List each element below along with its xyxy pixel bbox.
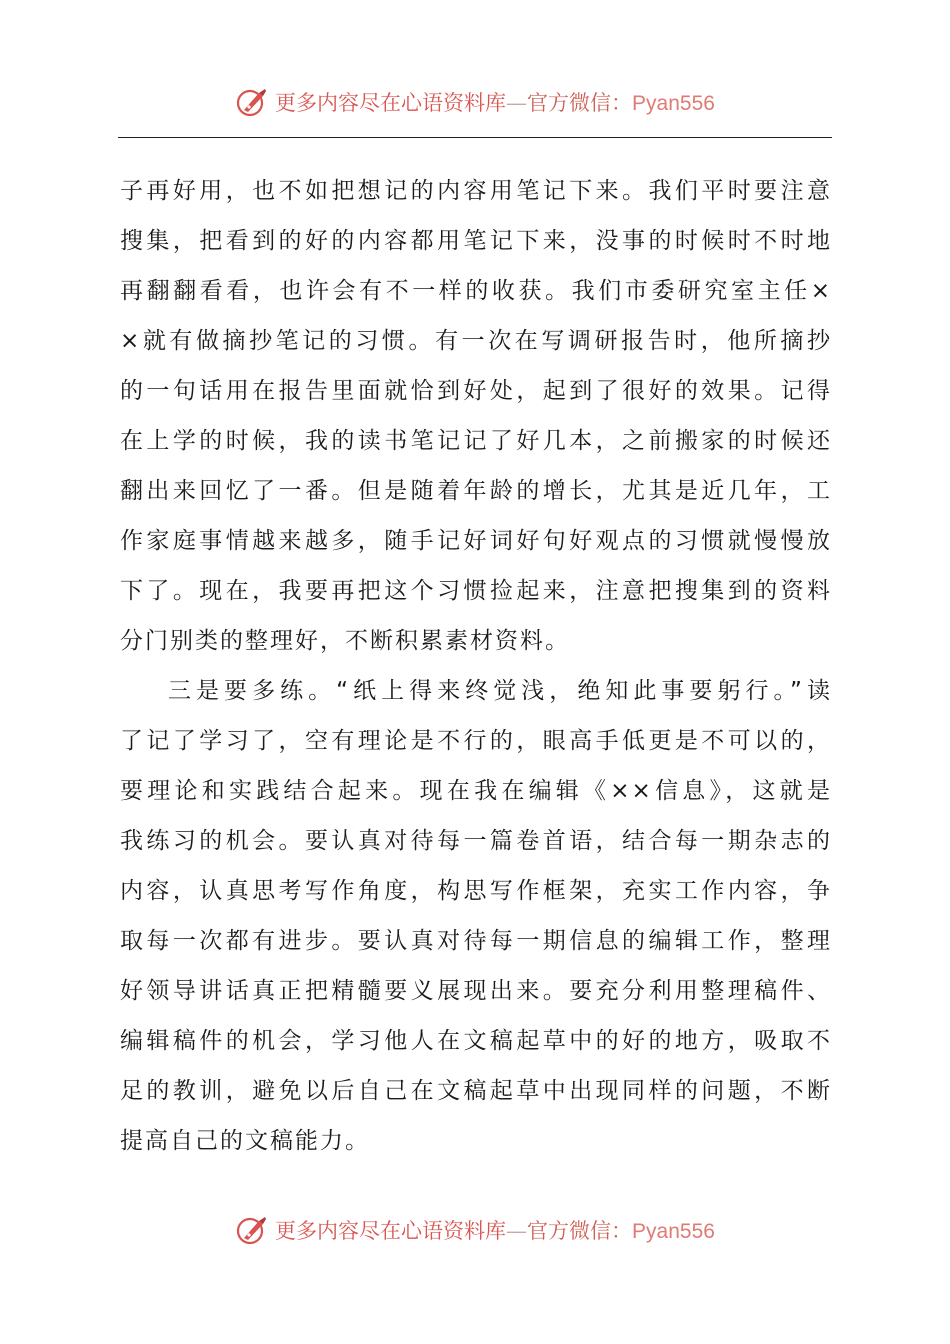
site-name: 更多内容尽在心语资料库 <box>275 1219 507 1243</box>
brand-separator: — <box>506 91 528 115</box>
text-line: 的一句话用在报告里面就恰到好处，起到了很好的效果。记得 <box>120 378 832 404</box>
wechat-id: Pyan556 <box>632 1220 715 1243</box>
page-header <box>0 82 950 122</box>
wechat-label: 官方微信： <box>527 1219 633 1243</box>
text-line: 了记了学习了，空有理论是不行的，眼高手低更是不可以的， <box>120 728 832 754</box>
text-line: 足的教训，避免以后自己在文稿起草中出现同样的问题，不断 <box>120 1078 832 1104</box>
text-line: 内容，认真思考写作角度，构思写作框架，充实工作内容，争 <box>120 878 832 904</box>
document-body <box>120 166 832 1166</box>
page-footer <box>0 1210 950 1250</box>
brand-separator: — <box>506 1219 528 1243</box>
wechat-label: 官方微信： <box>527 91 633 115</box>
text-line: 翻出来回忆了一番。但是随着年龄的增长，尤其是近几年，工 <box>120 478 832 504</box>
text-line: 要理论和实践结合起来。现在我在编辑《××信息》，这就是 <box>120 778 832 804</box>
header-divider <box>118 137 832 138</box>
wechat-id: Pyan556 <box>632 92 715 115</box>
text-line: 取每一次都有进步。要认真对待每一期信息的编辑工作，整理 <box>120 928 832 954</box>
pen-nib-circle-icon <box>235 1213 269 1247</box>
brand-text <box>275 1215 715 1245</box>
text-line: 搜集，把看到的好的内容都用笔记下来，没事的时候时不时地 <box>120 228 832 254</box>
text-line: 分门别类的整理好，不断积累素材资料。 <box>120 628 570 654</box>
text-line: 编辑稿件的机会，学习他人在文稿起草中的好的地方，吸取不 <box>120 1028 832 1054</box>
text-line: 好领导讲话真正把精髓要义展现出来。要充分利用整理稿件、 <box>120 978 832 1004</box>
text-line: 我练习的机会。要认真对待每一篇卷首语，结合每一期杂志的 <box>120 828 832 854</box>
brand-watermark <box>235 85 715 119</box>
text-line: 在上学的时候，我的读书笔记记了好几本，之前搬家的时候还 <box>120 428 832 454</box>
site-name: 更多内容尽在心语资料库 <box>275 91 507 115</box>
brand-watermark <box>235 1213 715 1247</box>
text-line: 再翻翻看看，也许会有不一样的收获。我们市委研究室主任× <box>120 278 832 304</box>
text-line: 作家庭事情越来越多，随手记好词好句好观点的习惯就慢慢放 <box>120 528 832 554</box>
text-line: 提高自己的文稿能力。 <box>120 1128 370 1154</box>
brand-text <box>275 87 715 117</box>
text-line: ×就有做摘抄笔记的习惯。有一次在写调研报告时，他所摘抄 <box>120 328 832 354</box>
text-line: 子再好用，也不如把想记的内容用笔记下来。我们平时要注意 <box>120 178 832 204</box>
pen-nib-circle-icon <box>235 85 269 119</box>
text-line: 下了。现在，我要再把这个习惯捡起来，注意把搜集到的资料 <box>120 578 832 604</box>
text-line: 三是要多练。“纸上得来终觉浅，绝知此事要躬行。”读 <box>168 678 832 704</box>
